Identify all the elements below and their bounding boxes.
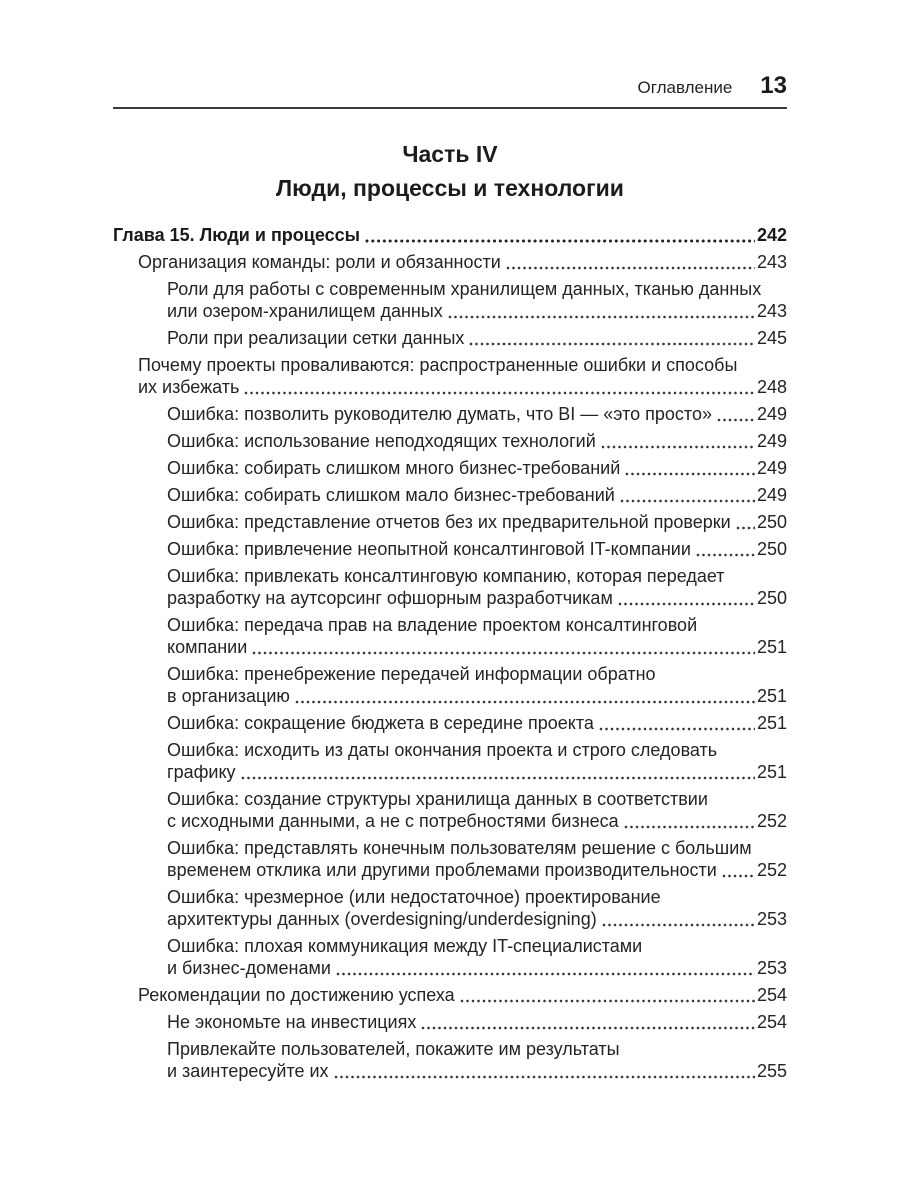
dot-leader [469,342,755,346]
toc-entry [113,1011,787,1033]
toc-entry [113,935,787,979]
toc-entry-text: разработку на аутсорсинг офшорным разработчикам [167,588,613,608]
toc-entry-text: Роли при реализации сетки данных [167,328,465,348]
dot-leader [460,999,755,1003]
dot-leader [334,1075,755,1079]
toc-entry [113,403,787,425]
toc-entry-page-number: 255 [756,1061,787,1081]
toc-entry [113,663,787,707]
toc-entry-text: Ошибка: собирать слишком много бизнес-требований [167,458,621,478]
toc-entry-line [167,538,787,560]
dot-leader [602,923,755,927]
toc-entry [113,251,787,273]
toc-entry-line [167,908,787,930]
dot-leader [244,391,755,395]
dot-leader [620,499,755,503]
toc-entry-text: Ошибка: создание структуры хранилища данных в соответствии [167,789,708,809]
toc-entry [113,984,787,1006]
toc-entry-text: компании [167,637,248,657]
toc-entry-text: Привлекайте пользователей, покажите им результаты [167,1039,620,1059]
running-header-section-label: Оглавление [637,78,733,97]
toc-entry-text: Почему проекты проваливаются: распространенные ошибки и способы [138,355,738,375]
toc-entry-text: Ошибка: плохая коммуникация между IT-специалистами [167,936,643,956]
toc-entry-page-number: 250 [756,512,787,532]
toc-entry [113,511,787,533]
toc-entry-page-number: 254 [756,985,787,1005]
toc-entry-text: Организация команды: роли и обязанности [138,252,501,272]
dot-leader [624,825,755,829]
toc-entry-line [167,685,787,707]
toc-entry-text: архитектуры данных (overdesigning/underdesigning) [167,909,597,929]
toc-entry-text: Ошибка: сокращение бюджета в середине проекта [167,713,594,733]
toc-entry-page-number: 252 [756,860,787,880]
toc-entry-page-number: 251 [756,762,787,782]
toc-entry-page-number: 249 [756,485,787,505]
toc-entry-line [138,251,787,273]
toc-entry [113,837,787,881]
toc-entry-text: Ошибка: позволить руководителю думать, что BI — «это просто» [167,404,712,424]
toc-entry [113,278,787,322]
toc-entry-page-number: 249 [756,404,787,424]
toc-entry-page-number: 250 [756,539,787,559]
toc-entry-text: Рекомендации по достижению успеха [138,985,455,1005]
toc-entry [113,886,787,930]
dot-leader [696,553,755,557]
toc-entry-line [167,810,787,832]
toc-entry-line [167,403,787,425]
toc-entry-line [167,957,787,979]
part-number: Часть IV [402,141,498,167]
dot-leader [601,445,755,449]
toc-entry [113,327,787,349]
toc-entry-line [138,984,787,1006]
toc-entry-line [167,712,787,734]
toc-entry-line [167,636,787,658]
toc-entry-text: их избежать [138,377,240,397]
toc-entry-text: Ошибка: привлечение неопытной консалтинговой IT-компании [167,539,691,559]
dot-leader [717,418,755,422]
toc-entry [113,614,787,658]
toc-entry [113,224,787,246]
toc-entry-line [167,565,787,587]
toc-entry-page-number: 245 [756,328,787,348]
toc-entry-text: Ошибка: исходить из даты окончания проекта и строго следовать [167,740,718,760]
toc-entry-page-number: 243 [756,301,787,321]
dot-leader [448,315,755,319]
toc-entry-text: Не экономьте на инвестициях [167,1012,417,1032]
dot-leader [421,1026,755,1030]
toc-entry-page-number: 251 [756,637,787,657]
toc-entry [113,739,787,783]
dot-leader [295,700,755,704]
toc-entry-page-number: 253 [756,958,787,978]
toc-entry [113,484,787,506]
toc-entry [113,457,787,479]
dot-leader [625,472,755,476]
toc-entry-text: Ошибка: чрезмерное (или недостаточное) проектирование [167,887,661,907]
toc-entry-text: Глава 15. Люди и процессы [113,225,361,245]
toc-entry-line [167,739,787,761]
toc-entry-text: или озером-хранилищем данных [167,301,443,321]
toc-entry-line [167,837,787,859]
toc-entry-text: Ошибка: представление отчетов без их предварительной проверки [167,512,731,532]
toc-entry-line [167,278,787,300]
toc-entry-page-number: 251 [756,713,787,733]
toc-entry-text: Роли для работы с современным хранилищем данных, тканью данных [167,279,762,299]
running-header-page-number: 13 [760,72,787,99]
dot-leader [736,526,755,530]
toc-entry-line [113,224,787,246]
toc-entry [113,430,787,452]
toc-entry-text: и бизнес-доменами [167,958,331,978]
toc-entry-line [167,300,787,322]
toc-entry-page-number: 250 [756,588,787,608]
toc-entry-line [167,1038,787,1060]
dot-leader [506,266,755,270]
toc-entry [113,788,787,832]
toc-entry-line [167,1060,787,1082]
toc-entry-line [167,663,787,685]
toc-entry-page-number: 252 [756,811,787,831]
toc-entry-text: в организацию [167,686,290,706]
dot-leader [722,874,755,878]
toc-entry-page-number: 242 [756,225,787,245]
toc-entry-text: Ошибка: передача прав на владение проектом консалтинговой [167,615,698,635]
toc-entry-line [167,430,787,452]
dot-leader [336,972,755,976]
toc-entry-text: с исходными данными, а не с потребностями бизнеса [167,811,619,831]
toc-entry-page-number: 249 [756,431,787,451]
toc-entry-text: Ошибка: представлять конечным пользователям решение с большим [167,838,752,858]
running-header [113,72,787,100]
toc-entry-page-number: 254 [756,1012,787,1032]
toc-entry-text: Ошибка: использование неподходящих технологий [167,431,596,451]
toc-entry-line [167,587,787,609]
toc-entry-page-number: 249 [756,458,787,478]
toc-entry-text: и заинтересуйте их [167,1061,329,1081]
toc-entry-line [167,614,787,636]
toc-entry-line [167,484,787,506]
toc-entry-text: Ошибка: привлекать консалтинговую компанию, которая передает [167,566,725,586]
header-rule [113,107,787,109]
toc-entry-line [167,788,787,810]
toc-entry-line [167,457,787,479]
toc-entry-page-number: 248 [756,377,787,397]
toc-entry [113,538,787,560]
dot-leader [599,727,755,731]
toc-entry [113,354,787,398]
toc-entry-page-number: 251 [756,686,787,706]
dot-leader [252,651,755,655]
dot-leader [241,776,755,780]
toc-entry-line [167,859,787,881]
toc-entry-line [167,327,787,349]
toc-entry-page-number: 243 [756,252,787,272]
toc-entry-line [138,354,787,376]
toc-entry [113,565,787,609]
dot-leader [365,239,755,243]
toc-entry-page-number: 253 [756,909,787,929]
toc-entry-text: временем отклика или другими проблемами производительности [167,860,717,880]
dot-leader [618,602,755,606]
toc-entry-text: Ошибка: пренебрежение передачей информации обратно [167,664,656,684]
toc-entry-text: графику [167,762,236,782]
toc-entry-line [167,511,787,533]
part-heading [113,141,787,201]
toc-entry-line [167,1011,787,1033]
toc-entry [113,1038,787,1082]
toc-entry-line [167,886,787,908]
toc-list [113,224,787,1082]
part-title: Люди, процессы и технологии [276,175,624,201]
toc-entry-line [167,935,787,957]
toc-entry-text: Ошибка: собирать слишком мало бизнес-требований [167,485,615,505]
toc-entry [113,712,787,734]
toc-entry-line [138,376,787,398]
toc-entry-line [167,761,787,783]
